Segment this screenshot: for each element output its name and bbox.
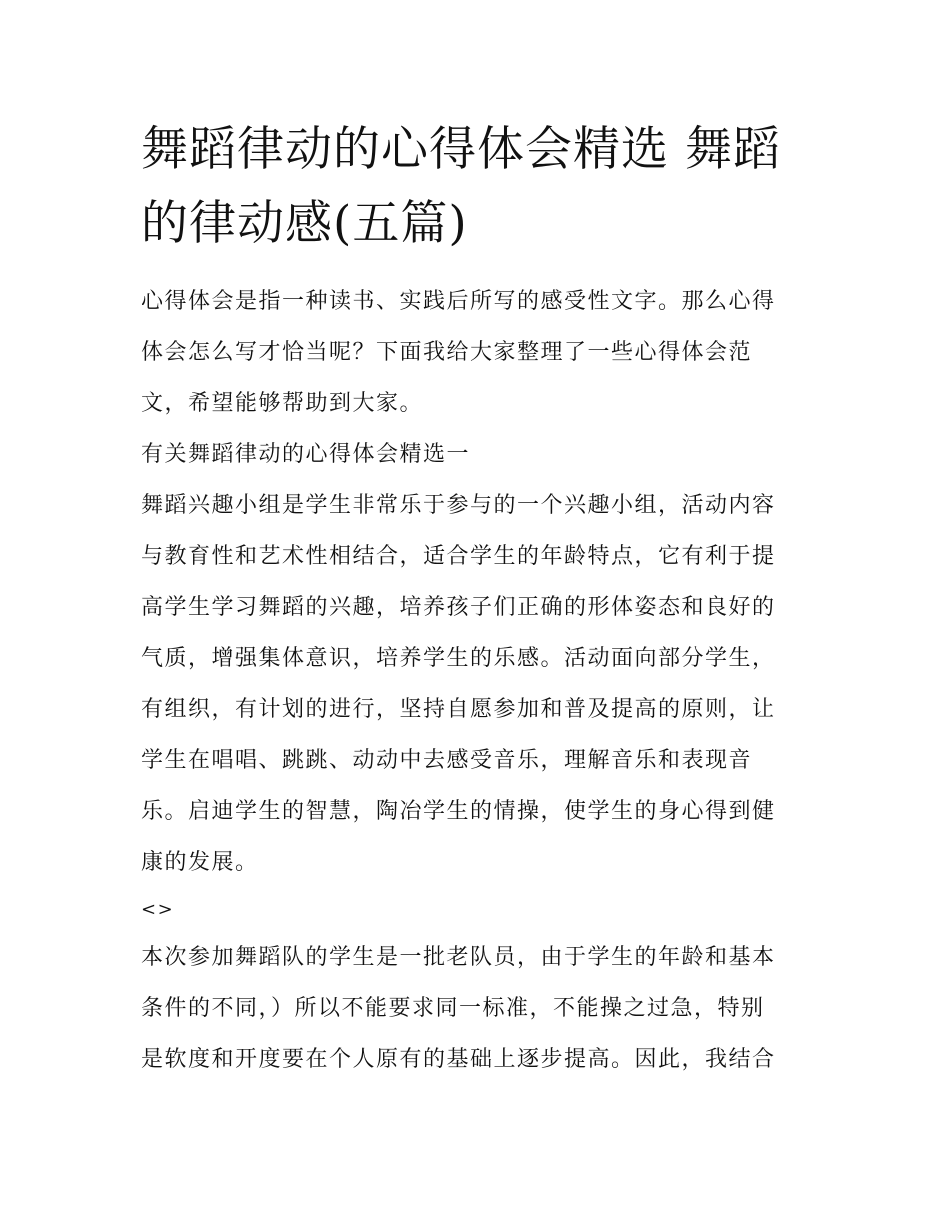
title-line-1: 舞蹈律动的心得体会精选 舞蹈 — [141, 122, 781, 177]
paragraph-line: 本次参加舞蹈队的学生是一批老队员，由于学生的年龄和基本 — [141, 945, 776, 970]
paragraph-line: 气质，增强集体意识，培养学生的乐感。活动面向部分学生， — [141, 646, 776, 671]
paragraph-line: 心得体会是指一种读书、实践后所写的感受性文字。那么心得 — [141, 289, 776, 314]
paragraph-line: 条件的不同，）所以不能要求同一标准，不能操之过急，特别 — [141, 996, 765, 1021]
paragraph-line: 学生在唱唱、跳跳、动动中去感受音乐，理解音乐和表现音 — [141, 748, 753, 773]
paragraph-line: 是软度和开度要在个人原有的基础上逐步提高。因此，我结合 — [141, 1047, 776, 1072]
body-text — [141, 276, 811, 1085]
paragraph-line: 乐。启迪学生的智慧，陶冶学生的情操，使学生的身心得到健 — [141, 799, 776, 824]
paragraph-line: 与教育性和艺术性相结合，适合学生的年龄特点，它有利于提 — [141, 544, 776, 569]
paragraph-line: 康的发展。 — [141, 850, 259, 875]
paragraph-line: 有组织，有计划的进行，坚持自愿参加和普及提高的原则，让 — [141, 697, 776, 722]
placeholder-marker: <> — [141, 899, 175, 920]
page-title — [141, 113, 811, 261]
paragraph-line: 舞蹈兴趣小组是学生非常乐于参与的一个兴趣小组，活动内容 — [141, 493, 776, 518]
paragraph-line: 高学生学习舞蹈的兴趣，培养孩子们正确的形体姿态和良好的 — [141, 595, 776, 620]
paragraph-line: 体会怎么写才恰当呢？下面我给大家整理了一些心得体会范 — [141, 340, 753, 365]
paragraph-line: 文，希望能够帮助到大家。 — [141, 391, 424, 416]
section-heading: 有关舞蹈律动的心得体会精选一 — [141, 442, 471, 467]
title-line-2: 的律动感(五篇) — [141, 196, 468, 251]
